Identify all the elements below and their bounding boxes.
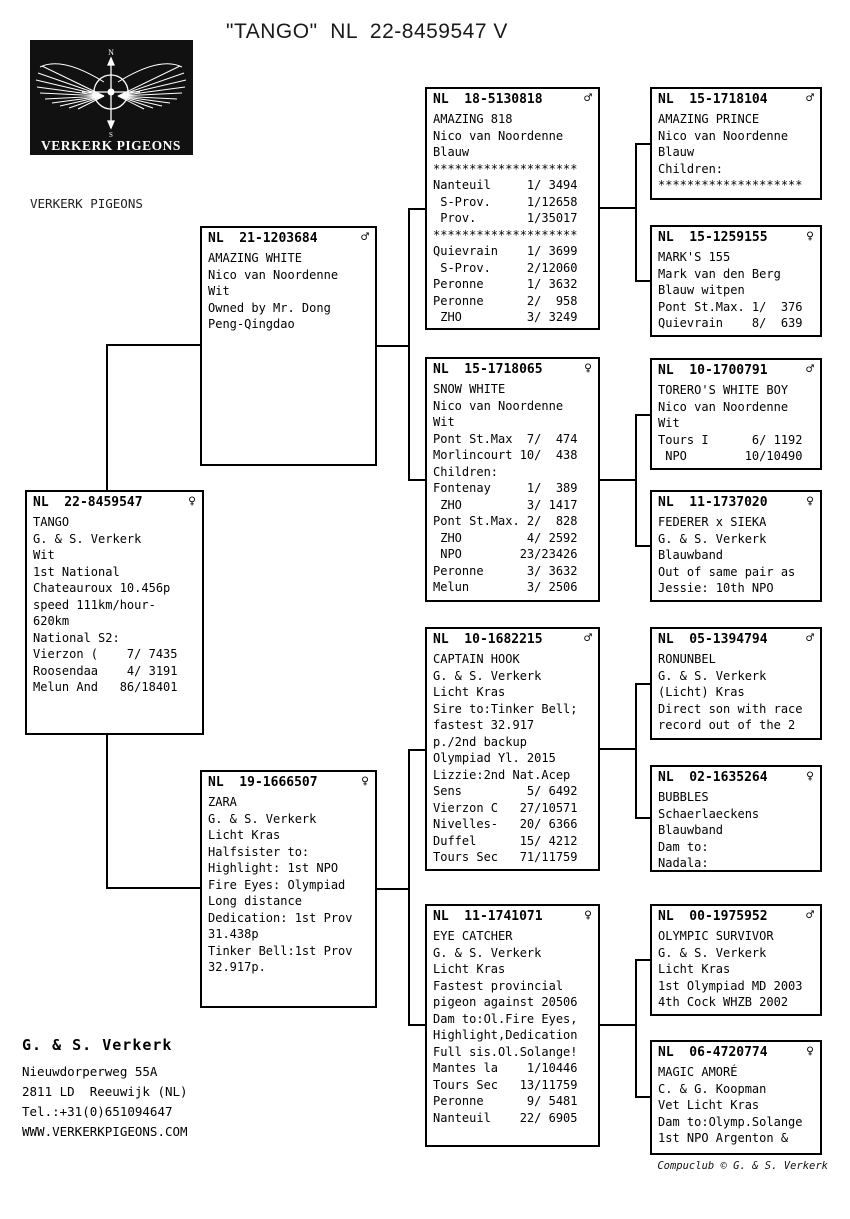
pedigree-line: Blauwband <box>658 823 724 837</box>
pedigree-line: Children: <box>433 464 499 479</box>
box-body <box>427 647 598 866</box>
ring-number: NL 05-1394794 <box>658 632 768 647</box>
pedigree-connector <box>377 345 408 347</box>
pedigree-line: 620km <box>33 614 70 628</box>
pedigree-line: 1st NPO Argenton & <box>658 1131 789 1145</box>
pedigree-line: (Licht) Kras <box>658 685 745 699</box>
pedigree-line: Peng-Qingdao <box>208 317 295 331</box>
pedigree-line: SNOW WHITE <box>433 382 506 396</box>
pedigree-connector <box>635 683 650 685</box>
pedigree-line: Lizzie:2nd Nat.Acep <box>433 767 571 782</box>
breeder-name: G. & S. Verkerk <box>22 1036 173 1054</box>
pedigree-line: Sire to:Tinker Bell; <box>433 701 578 716</box>
pedigree-line: Peronne 3/ 3632 <box>433 563 578 578</box>
pedigree-line: Nico van Noordenne <box>433 128 564 143</box>
pedigree-line: 1st National <box>33 564 120 579</box>
pedigree-line: ZARA <box>208 795 237 809</box>
box-body <box>202 246 375 333</box>
pedigree-line: G. & S. Verkerk <box>433 945 542 960</box>
female-icon: ♀ <box>806 229 814 244</box>
box-body <box>427 924 598 1126</box>
pedigree-line: Highlight: 1st NPO <box>208 861 339 875</box>
ring-number: NL 06-4720774 <box>658 1045 768 1060</box>
pedigree-line: FEDERER x SIEKA <box>658 515 767 529</box>
pedigree-connector <box>635 280 650 282</box>
pedigree-line: Nanteuil 22/ 6905 <box>433 1110 578 1125</box>
pedigree-line: ZHO 3/ 3249 <box>433 310 578 324</box>
ring-number: NL 15-1718104 <box>658 92 768 107</box>
pedigree-line: Fire Eyes: Olympiad <box>208 877 346 892</box>
ring-number: NL 11-1741071 <box>433 909 543 924</box>
pedigree-line: Peronne 2/ 958 <box>433 293 578 308</box>
pedigree-line: ******************** <box>433 161 578 176</box>
pedigree-line: pigeon against 20506 <box>433 995 578 1009</box>
pedigree-line: RONUNBEL <box>658 652 716 666</box>
pedigree-line: Fontenay 1/ 389 <box>433 481 578 495</box>
box-body <box>652 785 820 872</box>
pedigree-line: ZHO 4/ 2592 <box>433 530 578 545</box>
pedigree-line: G. & S. Verkerk <box>658 945 767 960</box>
female-icon: ♀ <box>361 774 369 789</box>
pedigree-line: G. & S. Verkerk <box>433 668 542 683</box>
pedigree-line: Nadala: <box>658 856 709 870</box>
pedigree-line: Quievrain 8/ 639 <box>658 316 803 330</box>
pedigree-line: NPO 10/10490 <box>658 449 803 463</box>
pedigree-line: Mantes la 1/10446 <box>433 1061 578 1075</box>
pedigree-line: Direct son with race <box>658 701 803 716</box>
pedigree-line: Prov. 1/35017 <box>433 211 578 225</box>
box-header <box>652 360 820 378</box>
logo-text: VERKERK PIGEONS <box>41 138 181 153</box>
pedigree-line: Dam to:Ol.Fire Eyes, <box>433 1011 578 1026</box>
pedigree-line: AMAZING PRINCE <box>658 112 760 126</box>
pedigree-connector <box>106 344 200 346</box>
pedigree-line: MAGIC AMORÉ <box>658 1065 738 1079</box>
pedigree-line: National S2: <box>33 630 120 645</box>
pedigree-box-tango <box>25 490 204 735</box>
box-header <box>652 492 820 510</box>
ring-number: NL 10-1700791 <box>658 363 768 378</box>
pedigree-line: Tours Sec 13/11759 <box>433 1077 578 1092</box>
pedigree-line: Morlincourt 10/ 438 <box>433 448 578 462</box>
pedigree-line: Fastest provincial <box>433 978 564 993</box>
pedigree-line: Nico van Noordenne <box>208 267 339 282</box>
pedigree-box-captain-hook <box>425 627 600 871</box>
pedigree-connector <box>635 817 650 819</box>
pedigree-line: Wit <box>658 416 680 430</box>
pedigree-box-bubbles <box>650 765 822 872</box>
pedigree-box-federer-sieka <box>650 490 822 602</box>
pedigree-line: record out of the 2 <box>658 718 796 732</box>
breeder-phone: Tel.:+31(0)651094647 <box>22 1104 173 1119</box>
box-body <box>652 107 820 194</box>
box-body <box>427 377 598 596</box>
female-icon: ♀ <box>806 769 814 784</box>
box-body <box>27 510 202 696</box>
pedigree-line: Nico van Noordenne <box>658 399 789 414</box>
pedigree-line: Owned by Mr. Dong <box>208 300 331 315</box>
female-icon: ♀ <box>806 494 814 509</box>
pedigree-line: speed 111km/hour- <box>33 597 156 612</box>
pedigree-line: G. & S. Verkerk <box>658 668 767 683</box>
pedigree-line: Schaerlaeckens <box>658 806 760 821</box>
pedigree-line: p./2nd backup <box>433 734 527 749</box>
pedigree-connector <box>635 414 650 416</box>
pedigree-line: Pont St.Max. 2/ 828 <box>433 514 578 528</box>
female-icon: ♀ <box>584 361 592 376</box>
pedigree-box-eye-catcher <box>425 904 600 1147</box>
pedigree-line: fastest 32.917 <box>433 718 535 732</box>
pedigree-line: Wit <box>33 548 55 562</box>
female-icon: ♀ <box>584 908 592 923</box>
pedigree-line: Highlight,Dedication <box>433 1028 578 1042</box>
pedigree-connector <box>635 959 650 961</box>
breeder-address-line2: 2811 LD Reeuwijk (NL) <box>22 1084 188 1099</box>
box-body <box>652 510 820 597</box>
pedigree-line: Dedication: 1st Prov <box>208 910 353 925</box>
pedigree-line: Peronne 1/ 3632 <box>433 277 578 291</box>
pedigree-line: Melun And 86/18401 <box>33 680 178 694</box>
pedigree-line: S-Prov. 2/12060 <box>433 260 578 275</box>
pedigree-box-zara <box>200 770 377 1008</box>
pedigree-connector <box>106 344 108 490</box>
pedigree-box-olympic-survivor <box>650 904 822 1016</box>
pedigree-line: Wit <box>208 284 230 298</box>
pedigree-line: MARK'S 155 <box>658 250 731 264</box>
pedigree-line: CAPTAIN HOOK <box>433 652 520 666</box>
compuclub-credit: Compuclub © G. & S. Verkerk <box>657 1160 828 1172</box>
pedigree-line: Melun 3/ 2506 <box>433 580 578 594</box>
svg-text:N: N <box>108 48 114 57</box>
pedigree-line: ******************** <box>658 178 803 192</box>
male-icon: ♂ <box>806 91 814 106</box>
male-icon: ♂ <box>806 908 814 923</box>
pedigree-line: EYE CATCHER <box>433 929 513 943</box>
pedigree-line: OLYMPIC SURVIVOR <box>658 929 774 943</box>
ring-number: NL 02-1635264 <box>658 770 768 785</box>
box-header <box>652 89 820 107</box>
pedigree-line: BUBBLES <box>658 790 709 804</box>
pedigree-connector <box>635 683 637 819</box>
pedigree-line: C. & G. Koopman <box>658 1081 767 1096</box>
pedigree-line: S-Prov. 1/12658 <box>433 194 578 209</box>
box-header <box>652 767 820 785</box>
breeder-website: WWW.VERKERKPIGEONS.COM <box>22 1124 188 1139</box>
page-title: "TANGO" NL 22-8459547 V <box>226 20 508 43</box>
ring-number: NL 15-1718065 <box>433 362 543 377</box>
pedigree-connector <box>408 479 425 481</box>
box-header <box>27 492 202 510</box>
pedigree-line: Vierzon C 27/10571 <box>433 800 578 815</box>
ring-number: NL 11-1737020 <box>658 495 768 510</box>
pedigree-line: Pont St.Max 7/ 474 <box>433 431 578 446</box>
pedigree-line: Blauwband <box>658 548 724 562</box>
female-icon: ♀ <box>188 494 196 509</box>
male-icon: ♂ <box>584 631 592 646</box>
pedigree-line: G. & S. Verkerk <box>658 531 767 546</box>
pedigree-box-amazing-prince <box>650 87 822 200</box>
box-header <box>652 629 820 647</box>
pedigree-connector <box>635 1096 650 1098</box>
box-header <box>202 228 375 246</box>
pedigree-connector <box>600 1024 635 1026</box>
pedigree-line: Nico van Noordenne <box>658 128 789 143</box>
box-header <box>652 227 820 245</box>
pedigree-line: Tours I 6/ 1192 <box>658 432 803 447</box>
pedigree-connector <box>635 143 637 282</box>
pedigree-line: Long distance <box>208 894 302 908</box>
pedigree-line: G. & S. Verkerk <box>208 811 317 826</box>
pedigree-box-ronunbel <box>650 627 822 740</box>
box-header <box>427 629 598 647</box>
pedigree-connector <box>635 414 637 547</box>
pedigree-line: Jessie: 10th NPO <box>658 581 774 595</box>
pedigree-box-snow-white <box>425 357 600 602</box>
pedigree-line: ******************** <box>433 227 578 242</box>
pedigree-line: Licht Kras <box>433 962 506 976</box>
pedigree-line: 4th Cock WHZB 2002 <box>658 995 789 1009</box>
pedigree-line: Blauw witpen <box>658 283 745 297</box>
pedigree-connector <box>408 749 425 751</box>
pedigree-line: Chateauroux 10.456p <box>33 581 171 595</box>
ring-number: NL 15-1259155 <box>658 230 768 245</box>
box-header <box>427 906 598 924</box>
male-icon: ♂ <box>806 631 814 646</box>
ring-number: NL 00-1975952 <box>658 909 768 924</box>
pedigree-connector <box>600 479 635 481</box>
pedigree-line: Peronne 9/ 5481 <box>433 1094 578 1108</box>
pedigree-connector <box>600 207 635 209</box>
pedigree-box-magic-amore <box>650 1040 822 1155</box>
pedigree-connector <box>408 208 410 481</box>
pedigree-line: ZHO 3/ 1417 <box>433 497 578 512</box>
pedigree-line: TORERO'S WHITE BOY <box>658 383 789 397</box>
pedigree-line: Blauw <box>658 145 695 159</box>
pedigree-line: Out of same pair as <box>658 564 796 579</box>
pedigree-line: 31.438p <box>208 927 259 941</box>
pedigree-connector <box>635 143 650 145</box>
male-icon: ♂ <box>806 362 814 377</box>
pedigree-line: Licht Kras <box>208 828 281 842</box>
pedigree-line: Sens 5/ 6492 <box>433 784 578 798</box>
pedigree-line: Duffel 15/ 4212 <box>433 833 578 848</box>
pedigree-line: Dam to:Olymp.Solange <box>658 1114 803 1129</box>
box-body <box>652 924 820 1011</box>
pedigree-line: Vet Licht Kras <box>658 1098 760 1112</box>
pedigree-line: NPO 23/23426 <box>433 547 578 561</box>
pedigree-line: TANGO <box>33 515 70 529</box>
box-body <box>652 1060 820 1147</box>
pedigree-line: Halfsister to: <box>208 844 310 859</box>
pedigree-connector <box>408 749 410 1026</box>
female-icon: ♀ <box>806 1044 814 1059</box>
pedigree-connector <box>600 748 635 750</box>
pedigree-line: AMAZING 818 <box>433 112 513 126</box>
pedigree-box-marks-155 <box>650 225 822 337</box>
owner-label: VERKERK PIGEONS <box>30 196 143 211</box>
pedigree-connector <box>408 1024 425 1026</box>
pedigree-line: Nico van Noordenne <box>433 398 564 413</box>
pedigree-connector <box>106 735 108 888</box>
pedigree-line: Nanteuil 1/ 3494 <box>433 178 578 192</box>
pedigree-line: G. & S. Verkerk <box>33 531 142 546</box>
pedigree-line: Quievrain 1/ 3699 <box>433 244 578 258</box>
pedigree-connector <box>635 545 650 547</box>
ring-number: NL 21-1203684 <box>208 231 318 246</box>
pedigree-line: Licht Kras <box>658 962 731 976</box>
contact-block <box>22 1036 188 1142</box>
svg-text:S: S <box>109 131 113 139</box>
box-body <box>202 790 375 976</box>
box-body <box>652 245 820 332</box>
pedigree-connector <box>106 887 200 889</box>
pedigree-line: Wit <box>433 415 455 429</box>
male-icon: ♂ <box>584 91 592 106</box>
pedigree-line: Tours Sec 71/11759 <box>433 850 578 864</box>
pedigree-line: Dam to: <box>658 839 709 854</box>
pedigree-connector <box>377 888 408 890</box>
pedigree-line: Mark van den Berg <box>658 266 781 281</box>
pedigree-box-amazing-818 <box>425 87 600 330</box>
pedigree-line: Blauw <box>433 145 470 159</box>
box-header <box>202 772 375 790</box>
ring-number: NL 18-5130818 <box>433 92 543 107</box>
pedigree-line: Licht Kras <box>433 685 506 699</box>
pedigree-line: Pont St.Max. 1/ 376 <box>658 299 803 314</box>
box-header <box>652 906 820 924</box>
pedigree-box-torero <box>650 358 822 470</box>
pedigree-line: Roosendaa 4/ 3191 <box>33 663 178 678</box>
breeder-address-line1: Nieuwdorperweg 55A <box>22 1064 158 1079</box>
box-header <box>427 89 598 107</box>
pedigree-connector <box>408 208 425 210</box>
box-header <box>652 1042 820 1060</box>
pedigree-line: 1st Olympiad MD 2003 <box>658 978 803 993</box>
pedigree-box-amazing-white <box>200 226 377 466</box>
wings-compass-icon <box>30 40 193 155</box>
pedigree-line: 32.917p. <box>208 960 266 974</box>
pedigree-line: Vierzon ( 7/ 7435 <box>33 647 178 661</box>
ring-number: NL 22-8459547 <box>33 495 143 510</box>
pedigree-line: Olympiad Yl. 2015 <box>433 751 556 765</box>
pedigree-connector <box>635 959 637 1098</box>
ring-number: NL 19-1666507 <box>208 775 318 790</box>
box-body <box>652 647 820 734</box>
box-body <box>652 378 820 465</box>
pedigree-line: Children: <box>658 161 724 176</box>
pedigree-line: Full sis.Ol.Solange! <box>433 1044 578 1059</box>
box-header <box>427 359 598 377</box>
pedigree-line: Nivelles- 20/ 6366 <box>433 817 578 831</box>
box-body <box>427 107 598 326</box>
verkerk-pigeons-logo <box>30 40 193 155</box>
pedigree-line: AMAZING WHITE <box>208 251 302 265</box>
pedigree-line: Tinker Bell:1st Prov <box>208 943 353 958</box>
ring-number: NL 10-1682215 <box>433 632 543 647</box>
male-icon: ♂ <box>361 230 369 245</box>
